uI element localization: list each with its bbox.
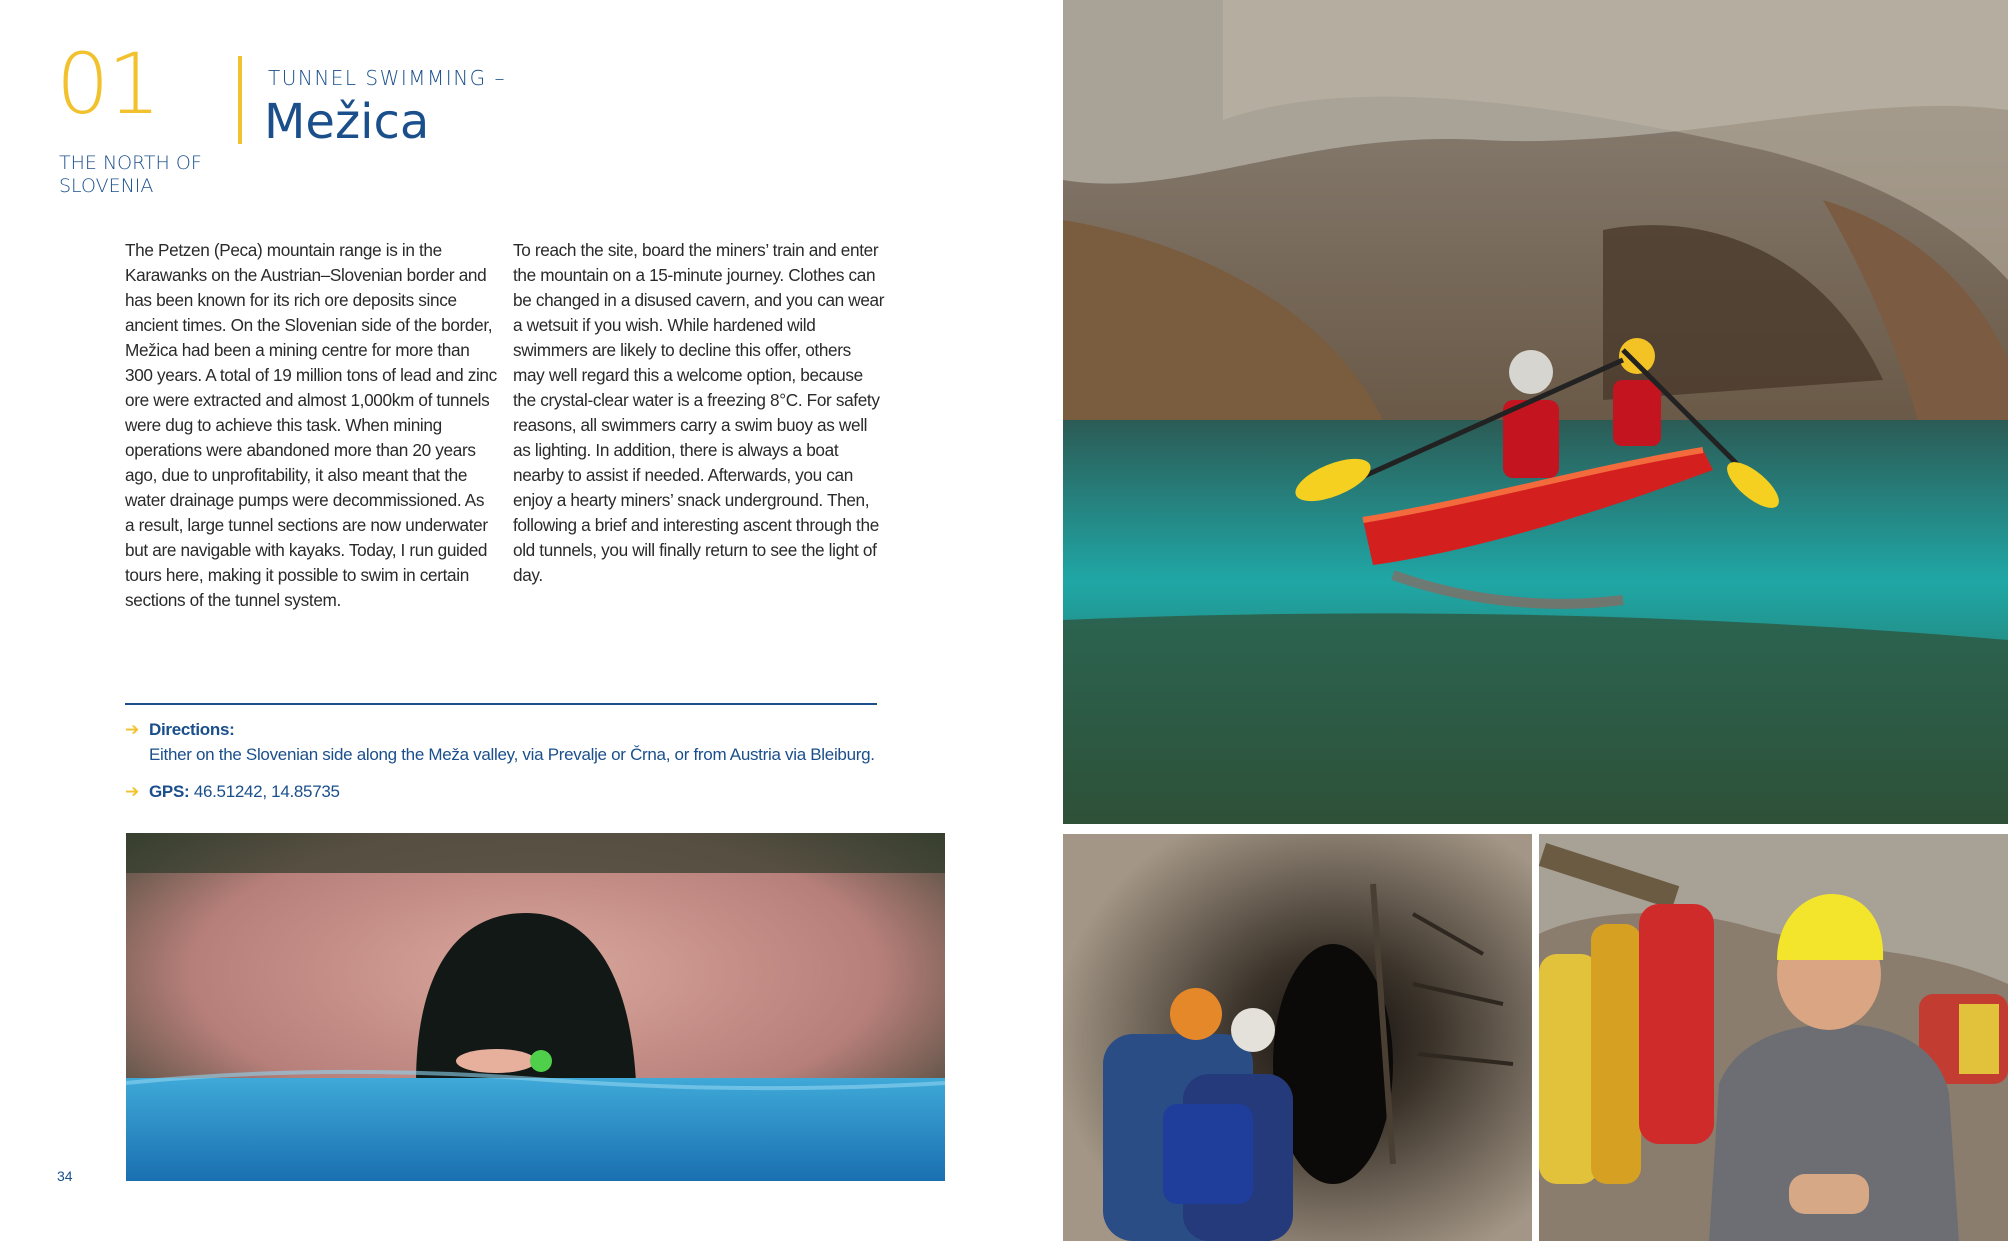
arrow-right-icon: ➔ (125, 782, 139, 801)
info-divider (125, 703, 877, 705)
body-column-1: The Petzen (Peca) mountain range is in the Karawanks on the Austrian–Slovenian border and has been known for its rich ore deposits since ancient times. On the Slovenian side of the border, Mežica had been a mining centre for more than 300 years. A total of 19 million tons of lead and zinc ore were extracted and almost 1,000km of tunnels were dug to achieve this task. When mining operations were abandoned more than 20 years ago, due to unprofitability, it also meant that the water drainage pumps were decommissioned. As a result, large tunnel sections are now underwater but are navigable with kayaks. Today, I run guided tours here, making it possible to swim in certain sections of the tunnel system. (125, 240, 497, 610)
swimmer-cap-photo (1539, 834, 2008, 1241)
mine-tunnel-walk-photo (1063, 834, 1532, 1241)
region-label: THE NORTH OF SLOVENIA (59, 152, 202, 197)
title-divider (238, 56, 242, 144)
tunnel-swimming-photo (126, 833, 945, 1181)
page-number: 34 (57, 1168, 73, 1184)
arrow-right-icon: ➔ (125, 720, 139, 739)
chapter-number: 01 (56, 35, 159, 133)
chapter-kicker: TUNNEL SWIMMING – (268, 66, 507, 90)
directions-text: Either on the Slovenian side along the Meža valley, via Prevalje or Črna, or from Austria via Bleiburg. (149, 745, 875, 764)
directions-label: Directions: (149, 720, 235, 739)
body-column-2: To reach the site, board the miners’ train and enter the mountain on a 15-minute journey. Clothes can be changed in a disused cavern, and you can wear a wetsuit if you wish. While hardened wild swimmers are likely to decline this offer, others may well regard this a welcome option, because the crystal-clear water is a freezing 8°C. For safety reasons, all swimmers carry a swim buoy as well as lighting. In addition, there is always a boat nearby to assist if needed. Afterwards, you can enjoy a hearty miners’ snack underground. Then, following a brief and interesting ascent through the old tunnels, you will finally return to see the light of day. (513, 240, 885, 585)
page-title: Mežica (264, 94, 430, 150)
gps-value: 46.51242, 14.85735 (193, 782, 340, 801)
gps-label: GPS: (149, 782, 190, 801)
kayak-cave-photo (1063, 0, 2008, 824)
